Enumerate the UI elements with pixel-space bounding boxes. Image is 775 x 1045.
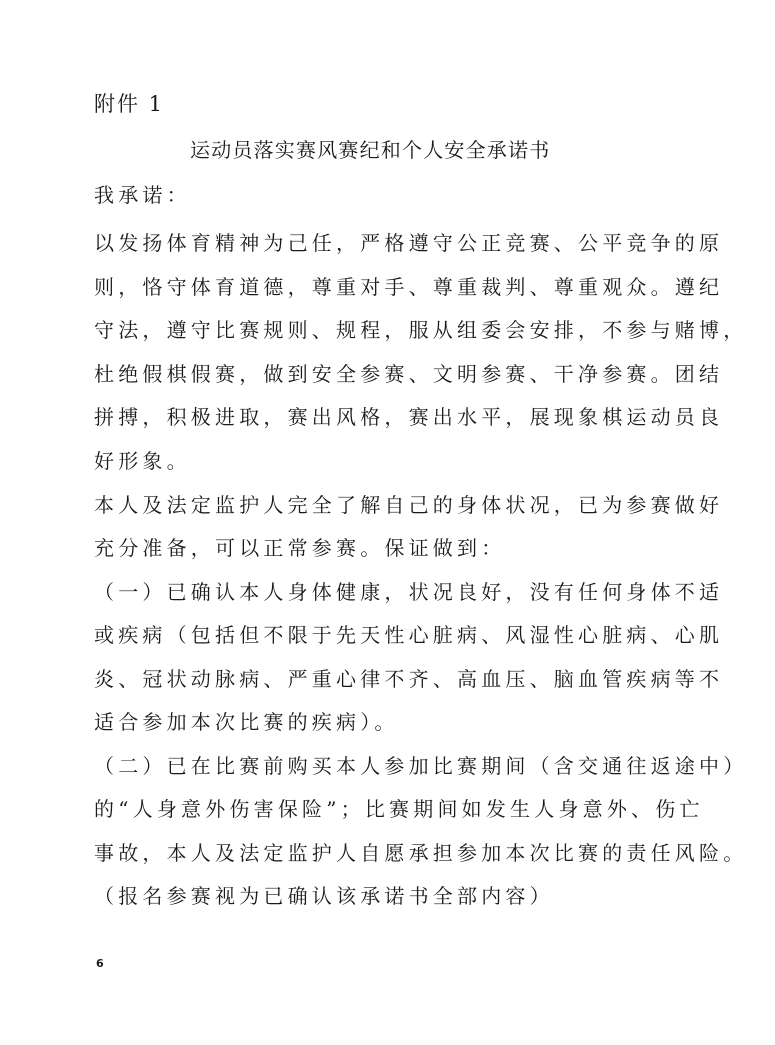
text-line: 好形象。: [94, 449, 191, 473]
text-line: 则，恪守体育道德，尊重对手、尊重裁判、尊重观众。遵纪: [94, 275, 724, 299]
attachment-label: 附件 1: [94, 92, 165, 116]
text-line: 的“人身意外伤害保险”；比赛期间如发生人身意外、伤亡: [94, 797, 704, 821]
text-line: 或疾病（包括但不限于先天性心脏病、风湿性心脏病、心肌: [94, 623, 724, 647]
text-line: （报名参赛视为已确认该承诺书全部内容）: [94, 884, 554, 908]
page-number: 6: [96, 957, 104, 970]
text-line: 本人及法定监护人完全了解自己的身体状况，已为参赛做好: [94, 493, 724, 517]
text-line: 以发扬体育精神为己任，严格遵守公正竞赛、公平竞争的原: [94, 231, 724, 255]
text-line: 杜绝假棋假赛，做到安全参赛、文明参赛、干净参赛。团结: [94, 362, 724, 386]
document-title: 运动员落实赛风赛纪和个人安全承诺书: [190, 138, 551, 162]
text-line: 事故，本人及法定监护人自愿承担参加本次比赛的责任风险。: [94, 841, 748, 865]
text-line: 充分准备，可以正常参赛。保证做到：: [94, 536, 506, 560]
text-line: 守法，遵守比赛规则、规程，服从组委会安排，不参与赌博，: [94, 318, 748, 342]
text-line: （一）已确认本人身体健康，状况良好，没有任何身体不适: [94, 580, 724, 604]
text-line: 炎、冠状动脉病、严重心律不齐、高血压、脑血管疾病等不: [94, 667, 724, 691]
text-line: 适合参加本次比赛的疾病）。: [94, 710, 399, 734]
text-line: 拼搏，积极进取，赛出风格，赛出水平，展现象棋运动员良: [94, 405, 724, 429]
pledge-intro: 我承诺：: [94, 183, 191, 207]
text-line: （二）已在比赛前购买本人参加比赛期间（含交通往返途中）: [94, 754, 748, 778]
